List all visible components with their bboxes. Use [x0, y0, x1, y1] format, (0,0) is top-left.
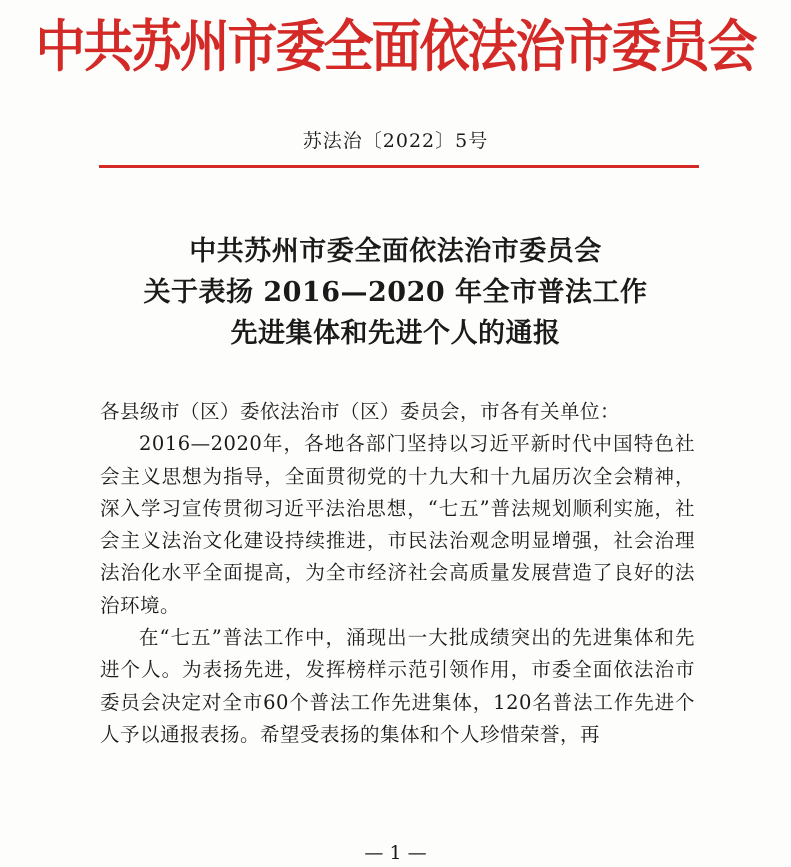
page-number: — 1 — [364, 842, 427, 864]
body-paragraph-1: 2016—2020年，各地各部门坚持以习近平新时代中国特色社会主义思想为指导，全面贯彻党的十九大和十九届历次全会精神，深入学习宣传贯彻习近平法治思想，“七五”普法规划顺利实施，社会主义法治文化建设持续推进，市民法治观念明显增强，社会治理法治化水平全面提高，为全市经济社会高质量发展营造了良好的法治环境。 [100, 432, 695, 617]
document-title [0, 231, 791, 354]
document-body [100, 396, 695, 751]
document-number: 苏法治〔2022〕5号 [302, 130, 489, 152]
red-masthead: 中共苏州市委全面依法治市委员会 [35, 14, 756, 80]
title-line-2: 关于表扬 2016—2020 年全市普法工作 [143, 277, 648, 308]
title-line-3: 先进集体和先进个人的通报 [230, 318, 561, 349]
salutation: 各县级市（区）委依法治市（区）委员会，市各有关单位： [100, 400, 621, 423]
title-line-1: 中共苏州市委全面依法治市委员会 [189, 236, 602, 267]
red-divider-line [99, 165, 699, 168]
body-paragraph-2: 在“七五”普法工作中，涌现出一大批成绩突出的先进集体和先进个人。为表扬先进，发挥榜样示范引领作用，市委全面依法治市委员会决定对全市60个普法工作先进集体，120名普法工作先进个人予以通报表扬。希望受表扬的集体和个人珍惜荣誉，再 [100, 626, 695, 746]
